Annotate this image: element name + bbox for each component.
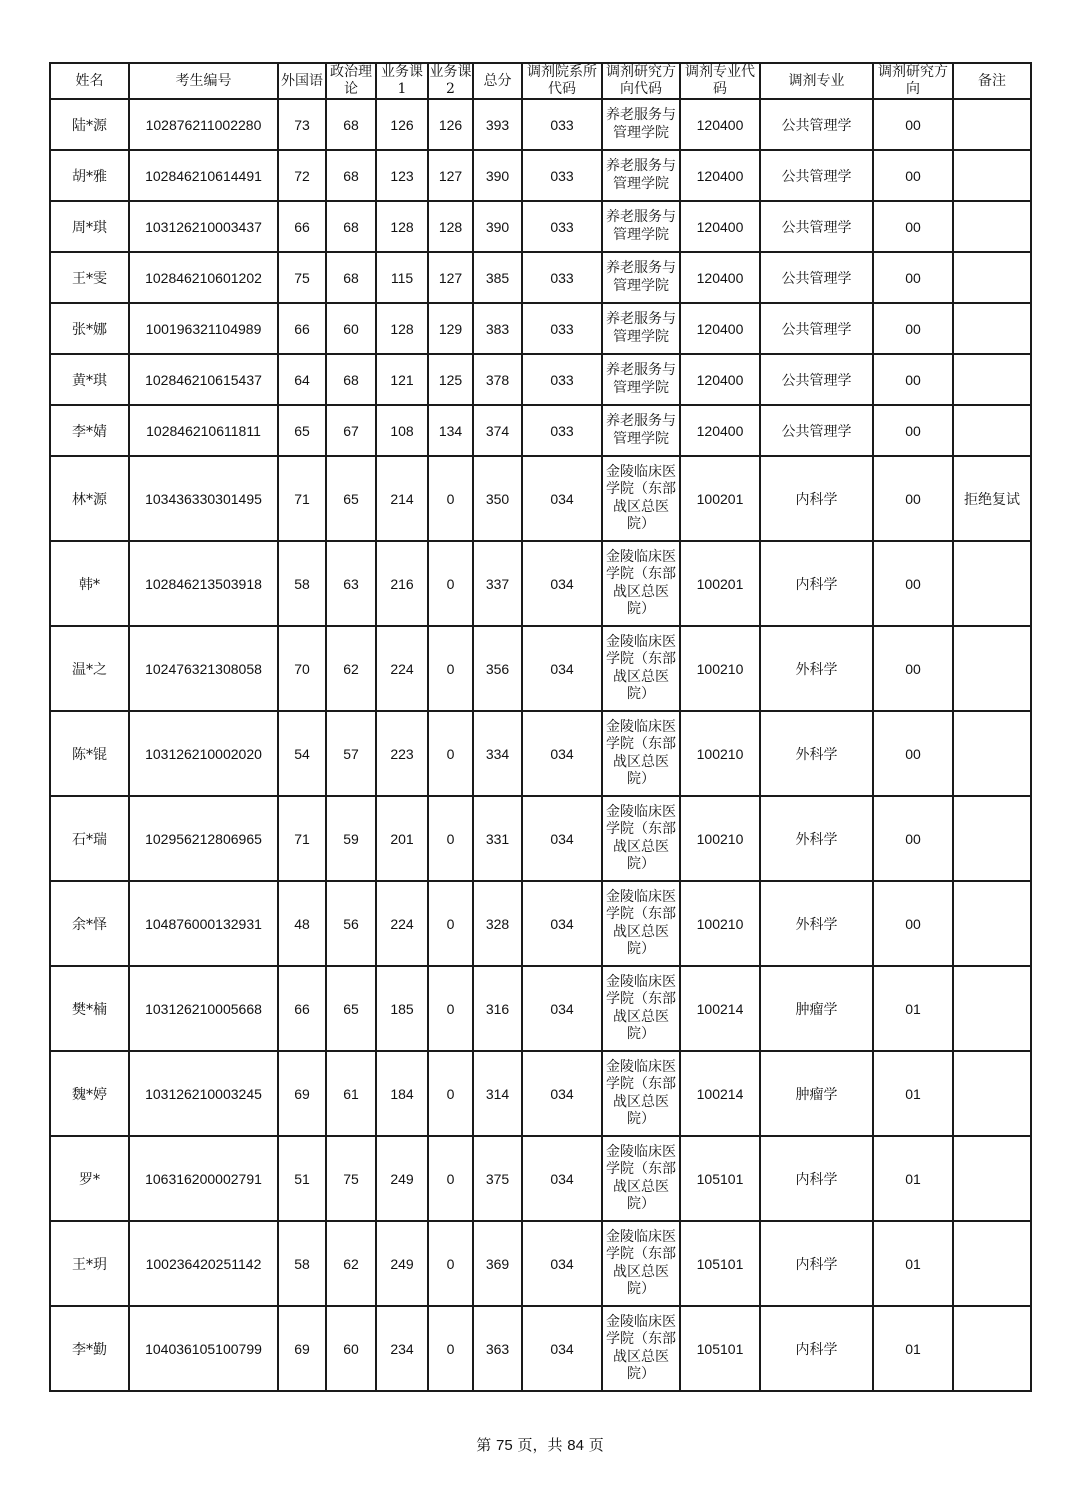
cell-politics: 56 bbox=[326, 881, 376, 966]
header-major: 调剂专业 bbox=[760, 63, 873, 99]
cell-direction: 养老服务与管理学院 bbox=[602, 201, 680, 252]
header-subject1: 业务课1 bbox=[376, 63, 428, 99]
cell-name: 樊*楠 bbox=[50, 966, 129, 1051]
cell-subject2: 126 bbox=[428, 99, 473, 150]
cell-subject1: 223 bbox=[376, 711, 428, 796]
cell-dept-code: 034 bbox=[522, 456, 602, 541]
cell-major: 公共管理学 bbox=[760, 405, 873, 456]
cell-direction: 金陵临床医学院（东部战区总医院） bbox=[602, 1136, 680, 1221]
cell-subject1: 201 bbox=[376, 796, 428, 881]
cell-research-direction: 00 bbox=[873, 626, 953, 711]
cell-name: 周*琪 bbox=[50, 201, 129, 252]
footer-middle: 页，共 bbox=[517, 1436, 563, 1454]
cell-total: 316 bbox=[473, 966, 522, 1051]
cell-research-direction: 00 bbox=[873, 405, 953, 456]
cell-name: 林*源 bbox=[50, 456, 129, 541]
cell-politics: 62 bbox=[326, 626, 376, 711]
cell-foreign-language: 66 bbox=[278, 966, 326, 1051]
cell-name: 罗* bbox=[50, 1136, 129, 1221]
table-row bbox=[50, 796, 1031, 881]
cell-subject1: 128 bbox=[376, 303, 428, 354]
cell-major: 肿瘤学 bbox=[760, 1051, 873, 1136]
cell-exam-id: 102876211002280 bbox=[129, 99, 278, 150]
cell-exam-id: 103436330301495 bbox=[129, 456, 278, 541]
cell-exam-id: 104036105100799 bbox=[129, 1306, 278, 1391]
cell-subject1: 128 bbox=[376, 201, 428, 252]
cell-total: 393 bbox=[473, 99, 522, 150]
cell-politics: 65 bbox=[326, 456, 376, 541]
cell-foreign-language: 75 bbox=[278, 252, 326, 303]
cell-subject2: 125 bbox=[428, 354, 473, 405]
cell-dept-code: 034 bbox=[522, 881, 602, 966]
cell-foreign-language: 51 bbox=[278, 1136, 326, 1221]
cell-name: 张*娜 bbox=[50, 303, 129, 354]
header-foreign-language: 外国语 bbox=[278, 63, 326, 99]
cell-direction: 金陵临床医学院（东部战区总医院） bbox=[602, 881, 680, 966]
cell-politics: 60 bbox=[326, 303, 376, 354]
cell-remarks bbox=[953, 796, 1031, 881]
cell-exam-id: 102846210614491 bbox=[129, 150, 278, 201]
cell-total: 350 bbox=[473, 456, 522, 541]
table-row bbox=[50, 150, 1031, 201]
cell-total: 378 bbox=[473, 354, 522, 405]
cell-research-direction: 00 bbox=[873, 354, 953, 405]
cell-name: 王*玥 bbox=[50, 1221, 129, 1306]
cell-remarks bbox=[953, 1051, 1031, 1136]
cell-subject2: 129 bbox=[428, 303, 473, 354]
cell-politics: 68 bbox=[326, 354, 376, 405]
cell-dept-code: 033 bbox=[522, 354, 602, 405]
cell-major-code: 120400 bbox=[680, 150, 760, 201]
cell-major-code: 100210 bbox=[680, 881, 760, 966]
cell-total: 390 bbox=[473, 150, 522, 201]
cell-exam-id: 103126210005668 bbox=[129, 966, 278, 1051]
footer-suffix: 页 bbox=[588, 1436, 604, 1454]
cell-research-direction: 01 bbox=[873, 966, 953, 1051]
cell-exam-id: 100196321104989 bbox=[129, 303, 278, 354]
cell-subject1: 115 bbox=[376, 252, 428, 303]
cell-subject2: 0 bbox=[428, 1136, 473, 1221]
cell-exam-id: 103126210002020 bbox=[129, 711, 278, 796]
footer-prefix: 第 bbox=[476, 1436, 492, 1454]
cell-subject1: 216 bbox=[376, 541, 428, 626]
cell-exam-id: 102476321308058 bbox=[129, 626, 278, 711]
cell-subject1: 126 bbox=[376, 99, 428, 150]
table-row bbox=[50, 1051, 1031, 1136]
cell-subject2: 134 bbox=[428, 405, 473, 456]
table-row bbox=[50, 1306, 1031, 1391]
table-row bbox=[50, 881, 1031, 966]
cell-politics: 62 bbox=[326, 1221, 376, 1306]
cell-research-direction: 00 bbox=[873, 711, 953, 796]
table-row bbox=[50, 966, 1031, 1051]
cell-name: 胡*雅 bbox=[50, 150, 129, 201]
cell-direction: 金陵临床医学院（东部战区总医院） bbox=[602, 626, 680, 711]
cell-subject1: 123 bbox=[376, 150, 428, 201]
cell-direction: 养老服务与管理学院 bbox=[602, 150, 680, 201]
cell-foreign-language: 71 bbox=[278, 456, 326, 541]
cell-foreign-language: 72 bbox=[278, 150, 326, 201]
cell-research-direction: 00 bbox=[873, 252, 953, 303]
cell-major-code: 120400 bbox=[680, 99, 760, 150]
header-politics: 政治理论 bbox=[326, 63, 376, 99]
cell-major-code: 120400 bbox=[680, 354, 760, 405]
cell-politics: 63 bbox=[326, 541, 376, 626]
cell-subject1: 214 bbox=[376, 456, 428, 541]
cell-research-direction: 00 bbox=[873, 881, 953, 966]
cell-remarks bbox=[953, 541, 1031, 626]
cell-remarks bbox=[953, 711, 1031, 796]
cell-subject2: 0 bbox=[428, 541, 473, 626]
cell-major-code: 120400 bbox=[680, 252, 760, 303]
cell-major-code: 120400 bbox=[680, 201, 760, 252]
cell-name: 魏*婷 bbox=[50, 1051, 129, 1136]
cell-foreign-language: 48 bbox=[278, 881, 326, 966]
cell-foreign-language: 70 bbox=[278, 626, 326, 711]
cell-research-direction: 00 bbox=[873, 150, 953, 201]
header-major-code: 调剂专业代码 bbox=[680, 63, 760, 99]
cell-major-code: 105101 bbox=[680, 1221, 760, 1306]
table-row bbox=[50, 711, 1031, 796]
cell-subject1: 224 bbox=[376, 881, 428, 966]
cell-name: 韩* bbox=[50, 541, 129, 626]
cell-dept-code: 033 bbox=[522, 252, 602, 303]
cell-dept-code: 034 bbox=[522, 541, 602, 626]
cell-exam-id: 102846210615437 bbox=[129, 354, 278, 405]
cell-direction: 金陵临床医学院（东部战区总医院） bbox=[602, 711, 680, 796]
cell-politics: 68 bbox=[326, 150, 376, 201]
cell-dept-code: 033 bbox=[522, 405, 602, 456]
cell-research-direction: 01 bbox=[873, 1136, 953, 1221]
cell-total: 328 bbox=[473, 881, 522, 966]
cell-major: 内科学 bbox=[760, 541, 873, 626]
cell-exam-id: 106316200002791 bbox=[129, 1136, 278, 1221]
header-dept-code: 调剂院系所代码 bbox=[522, 63, 602, 99]
cell-exam-id: 103126210003245 bbox=[129, 1051, 278, 1136]
cell-direction: 养老服务与管理学院 bbox=[602, 252, 680, 303]
cell-direction: 金陵临床医学院（东部战区总医院） bbox=[602, 796, 680, 881]
header-research-direction: 调剂研究方向 bbox=[873, 63, 953, 99]
cell-dept-code: 034 bbox=[522, 966, 602, 1051]
header-total: 总分 bbox=[473, 63, 522, 99]
cell-remarks bbox=[953, 252, 1031, 303]
cell-foreign-language: 64 bbox=[278, 354, 326, 405]
cell-total: 356 bbox=[473, 626, 522, 711]
cell-remarks bbox=[953, 99, 1031, 150]
cell-foreign-language: 58 bbox=[278, 1221, 326, 1306]
cell-dept-code: 033 bbox=[522, 150, 602, 201]
header-direction-code: 调剂研究方向代码 bbox=[602, 63, 680, 99]
cell-subject2: 0 bbox=[428, 1221, 473, 1306]
cell-dept-code: 034 bbox=[522, 1306, 602, 1391]
cell-subject1: 108 bbox=[376, 405, 428, 456]
cell-major: 外科学 bbox=[760, 796, 873, 881]
cell-direction: 金陵临床医学院（东部战区总医院） bbox=[602, 541, 680, 626]
cell-subject1: 234 bbox=[376, 1306, 428, 1391]
cell-major: 内科学 bbox=[760, 1221, 873, 1306]
cell-foreign-language: 71 bbox=[278, 796, 326, 881]
cell-major-code: 105101 bbox=[680, 1136, 760, 1221]
cell-total: 334 bbox=[473, 711, 522, 796]
cell-research-direction: 01 bbox=[873, 1221, 953, 1306]
cell-politics: 75 bbox=[326, 1136, 376, 1221]
cell-major: 公共管理学 bbox=[760, 252, 873, 303]
cell-politics: 60 bbox=[326, 1306, 376, 1391]
cell-major-code: 100210 bbox=[680, 626, 760, 711]
cell-remarks bbox=[953, 881, 1031, 966]
table-row bbox=[50, 303, 1031, 354]
cell-exam-id: 100236420251142 bbox=[129, 1221, 278, 1306]
cell-dept-code: 034 bbox=[522, 626, 602, 711]
cell-subject2: 128 bbox=[428, 201, 473, 252]
cell-research-direction: 00 bbox=[873, 456, 953, 541]
cell-major: 公共管理学 bbox=[760, 201, 873, 252]
cell-politics: 65 bbox=[326, 966, 376, 1051]
header-remarks: 备注 bbox=[953, 63, 1031, 99]
cell-dept-code: 034 bbox=[522, 1136, 602, 1221]
cell-total: 383 bbox=[473, 303, 522, 354]
cell-total: 385 bbox=[473, 252, 522, 303]
cell-dept-code: 033 bbox=[522, 303, 602, 354]
cell-research-direction: 00 bbox=[873, 303, 953, 354]
cell-remarks bbox=[953, 150, 1031, 201]
cell-subject2: 0 bbox=[428, 1306, 473, 1391]
cell-major-code: 100214 bbox=[680, 966, 760, 1051]
cell-major-code: 100210 bbox=[680, 711, 760, 796]
cell-major: 外科学 bbox=[760, 711, 873, 796]
cell-exam-id: 102846210611811 bbox=[129, 405, 278, 456]
footer-page-number: 75 bbox=[496, 1437, 513, 1454]
cell-remarks bbox=[953, 201, 1031, 252]
cell-dept-code: 034 bbox=[522, 1051, 602, 1136]
page-footer bbox=[0, 1434, 1080, 1455]
cell-foreign-language: 65 bbox=[278, 405, 326, 456]
cell-direction: 养老服务与管理学院 bbox=[602, 99, 680, 150]
cell-subject1: 184 bbox=[376, 1051, 428, 1136]
cell-direction: 金陵临床医学院（东部战区总医院） bbox=[602, 456, 680, 541]
cell-subject1: 121 bbox=[376, 354, 428, 405]
cell-politics: 68 bbox=[326, 99, 376, 150]
cell-subject2: 0 bbox=[428, 711, 473, 796]
cell-politics: 68 bbox=[326, 252, 376, 303]
cell-dept-code: 034 bbox=[522, 711, 602, 796]
cell-major: 外科学 bbox=[760, 881, 873, 966]
header-subject2: 业务课2 bbox=[429, 64, 472, 97]
cell-research-direction: 00 bbox=[873, 99, 953, 150]
cell-politics: 61 bbox=[326, 1051, 376, 1136]
table-row bbox=[50, 541, 1031, 626]
cell-major: 内科学 bbox=[760, 1136, 873, 1221]
cell-total: 369 bbox=[473, 1221, 522, 1306]
cell-total: 390 bbox=[473, 201, 522, 252]
cell-remarks bbox=[953, 1306, 1031, 1391]
cell-politics: 59 bbox=[326, 796, 376, 881]
cell-remarks bbox=[953, 405, 1031, 456]
cell-major: 公共管理学 bbox=[760, 99, 873, 150]
cell-exam-id: 102956212806965 bbox=[129, 796, 278, 881]
cell-dept-code: 034 bbox=[522, 1221, 602, 1306]
cell-major: 外科学 bbox=[760, 626, 873, 711]
table-row bbox=[50, 1221, 1031, 1306]
cell-research-direction: 01 bbox=[873, 1051, 953, 1136]
cell-foreign-language: 66 bbox=[278, 303, 326, 354]
header-exam-id: 考生编号 bbox=[129, 63, 278, 99]
cell-major-code: 100214 bbox=[680, 1051, 760, 1136]
header-name: 姓名 bbox=[50, 63, 129, 99]
cell-name: 陈*锟 bbox=[50, 711, 129, 796]
cell-exam-id: 104876000132931 bbox=[129, 881, 278, 966]
cell-total: 374 bbox=[473, 405, 522, 456]
cell-subject1: 249 bbox=[376, 1136, 428, 1221]
cell-major: 公共管理学 bbox=[760, 150, 873, 201]
cell-total: 331 bbox=[473, 796, 522, 881]
table-row bbox=[50, 354, 1031, 405]
cell-subject1: 224 bbox=[376, 626, 428, 711]
cell-dept-code: 033 bbox=[522, 99, 602, 150]
cell-research-direction: 00 bbox=[873, 796, 953, 881]
cell-remarks bbox=[953, 626, 1031, 711]
cell-foreign-language: 73 bbox=[278, 99, 326, 150]
cell-total: 314 bbox=[473, 1051, 522, 1136]
cell-subject2: 0 bbox=[428, 966, 473, 1051]
cell-major-code: 120400 bbox=[680, 405, 760, 456]
footer-total-pages: 84 bbox=[567, 1437, 584, 1454]
cell-name: 石*瑞 bbox=[50, 796, 129, 881]
cell-remarks: 拒绝复试 bbox=[953, 456, 1031, 541]
cell-foreign-language: 69 bbox=[278, 1051, 326, 1136]
cell-subject2: 0 bbox=[428, 881, 473, 966]
cell-dept-code: 034 bbox=[522, 796, 602, 881]
cell-exam-id: 103126210003437 bbox=[129, 201, 278, 252]
cell-total: 337 bbox=[473, 541, 522, 626]
cell-foreign-language: 54 bbox=[278, 711, 326, 796]
table-header-row bbox=[50, 63, 1031, 99]
cell-politics: 68 bbox=[326, 201, 376, 252]
table-row bbox=[50, 405, 1031, 456]
cell-major: 公共管理学 bbox=[760, 303, 873, 354]
cell-major-code: 100201 bbox=[680, 541, 760, 626]
cell-foreign-language: 69 bbox=[278, 1306, 326, 1391]
cell-research-direction: 01 bbox=[873, 1306, 953, 1391]
cell-direction: 金陵临床医学院（东部战区总医院） bbox=[602, 966, 680, 1051]
cell-direction: 金陵临床医学院（东部战区总医院） bbox=[602, 1051, 680, 1136]
cell-major: 公共管理学 bbox=[760, 354, 873, 405]
table-row bbox=[50, 201, 1031, 252]
cell-subject2: 127 bbox=[428, 252, 473, 303]
cell-total: 375 bbox=[473, 1136, 522, 1221]
cell-research-direction: 00 bbox=[873, 201, 953, 252]
table-row bbox=[50, 99, 1031, 150]
admission-table-container bbox=[49, 62, 1032, 1392]
cell-major: 肿瘤学 bbox=[760, 966, 873, 1051]
table-row bbox=[50, 456, 1031, 541]
cell-major-code: 105101 bbox=[680, 1306, 760, 1391]
cell-exam-id: 102846213503918 bbox=[129, 541, 278, 626]
cell-major: 内科学 bbox=[760, 456, 873, 541]
cell-major-code: 120400 bbox=[680, 303, 760, 354]
cell-subject2: 0 bbox=[428, 626, 473, 711]
cell-direction: 金陵临床医学院（东部战区总医院） bbox=[602, 1306, 680, 1391]
cell-subject2: 0 bbox=[428, 1051, 473, 1136]
cell-research-direction: 00 bbox=[873, 541, 953, 626]
table-body bbox=[50, 99, 1031, 1391]
cell-remarks bbox=[953, 1221, 1031, 1306]
cell-subject1: 185 bbox=[376, 966, 428, 1051]
cell-remarks bbox=[953, 303, 1031, 354]
cell-politics: 57 bbox=[326, 711, 376, 796]
cell-direction: 养老服务与管理学院 bbox=[602, 303, 680, 354]
cell-remarks bbox=[953, 354, 1031, 405]
cell-subject2: 0 bbox=[428, 456, 473, 541]
transfer-admission-table bbox=[49, 62, 1032, 1392]
cell-remarks bbox=[953, 1136, 1031, 1221]
cell-name: 陆*源 bbox=[50, 99, 129, 150]
cell-name: 余*怿 bbox=[50, 881, 129, 966]
cell-remarks bbox=[953, 966, 1031, 1051]
cell-name: 李*勤 bbox=[50, 1306, 129, 1391]
cell-major: 内科学 bbox=[760, 1306, 873, 1391]
cell-subject1: 249 bbox=[376, 1221, 428, 1306]
cell-direction: 养老服务与管理学院 bbox=[602, 354, 680, 405]
cell-exam-id: 102846210601202 bbox=[129, 252, 278, 303]
cell-major-code: 100210 bbox=[680, 796, 760, 881]
cell-major-code: 100201 bbox=[680, 456, 760, 541]
cell-direction: 金陵临床医学院（东部战区总医院） bbox=[602, 1221, 680, 1306]
table-row bbox=[50, 1136, 1031, 1221]
cell-direction: 养老服务与管理学院 bbox=[602, 405, 680, 456]
cell-dept-code: 033 bbox=[522, 201, 602, 252]
cell-foreign-language: 66 bbox=[278, 201, 326, 252]
cell-name: 王*雯 bbox=[50, 252, 129, 303]
cell-name: 黄*琪 bbox=[50, 354, 129, 405]
cell-foreign-language: 58 bbox=[278, 541, 326, 626]
cell-name: 温*之 bbox=[50, 626, 129, 711]
cell-politics: 67 bbox=[326, 405, 376, 456]
cell-subject2: 0 bbox=[428, 796, 473, 881]
cell-total: 363 bbox=[473, 1306, 522, 1391]
table-row bbox=[50, 626, 1031, 711]
cell-name: 李*婧 bbox=[50, 405, 129, 456]
cell-subject2: 127 bbox=[428, 150, 473, 201]
table-row bbox=[50, 252, 1031, 303]
